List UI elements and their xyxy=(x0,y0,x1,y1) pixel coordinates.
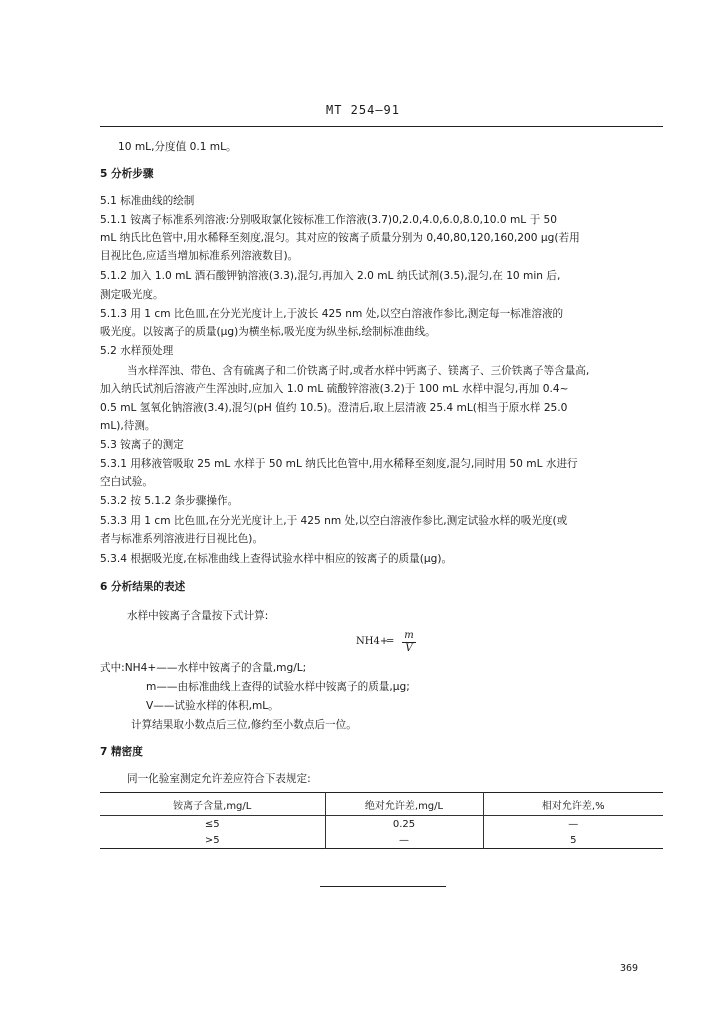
text-line: 5.1.2 加入 1.0 mL 酒石酸钾钠溶液(3.3),混匀,再加入 2.0 mL 纳氏试剂(3.5),混匀,在 10 min 后, xyxy=(100,270,561,282)
table-header-row xyxy=(100,793,663,816)
text-line: 5.3.3 用 1 cm 比色皿,在分光光度计上,于 425 nm 处,以空白溶液作参比,测定试验水样的吸光度(或 xyxy=(100,515,568,527)
text-line: 测定吸光度。 xyxy=(100,289,164,301)
section-heading-6: 6 分析结果的表述 xyxy=(100,581,186,593)
subsection-heading: 5.1 标准曲线的绘制 xyxy=(100,195,195,207)
end-rule xyxy=(320,886,446,887)
text-line: 吸光度。以铵离子的质量(μg)为横坐标,吸光度为纵坐标,绘制标准曲线。 xyxy=(100,326,436,338)
formula xyxy=(356,631,426,655)
table-cell: >5 xyxy=(204,834,220,846)
table-header-cell: 相对允许差,% xyxy=(483,793,663,816)
text-line: 水样中铵离子含量按下式计算: xyxy=(127,610,269,622)
section-heading-7: 7 精密度 xyxy=(100,746,143,758)
text-line: 5.3.1 用移液管吸取 25 mL 水样于 50 mL 纳氏比色管中,用水稀释至刻度,混匀,同时用 50 mL 水进行 xyxy=(100,458,578,470)
table-cell: — xyxy=(325,832,483,849)
table-row xyxy=(100,816,663,833)
text-line: m——由标准曲线上查得的试验水样中铵离子的质量,μg; xyxy=(146,681,410,693)
text-line: mL),待测。 xyxy=(100,420,156,432)
text-line: mL 纳氏比色管中,用水稀释至刻度,混匀。其对应的铵离子质量分别为 0,40,80,120,160,200 μg(若用 xyxy=(100,232,580,244)
precision-table xyxy=(100,792,663,849)
header-rule xyxy=(100,126,663,127)
table-header-cell: 铵离子含量,mg/L xyxy=(100,793,325,816)
table-row xyxy=(100,832,663,849)
text-line: 同一化验室测定允许差应符合下表规定: xyxy=(127,773,311,785)
text-line: V——试验水样的体积,mL。 xyxy=(146,700,279,712)
table-header-cell: 绝对允许差,mg/L xyxy=(325,793,483,816)
subsection-heading: 5.2 水样预处理 xyxy=(100,345,174,357)
table-cell: ≤5 xyxy=(204,818,220,830)
formula-equals: = xyxy=(386,636,395,647)
text-line: 加入纳氏试剂后溶液产生浑浊时,应加入 1.0 mL 硫酸锌溶液(3.2)于 100 mL 水样中混匀,再加 0.4~ xyxy=(100,383,569,395)
subsection-heading: 5.3 铵离子的测定 xyxy=(100,439,184,451)
formula-fraction xyxy=(402,631,416,654)
formula-lhs: NH4+ xyxy=(356,636,389,647)
formula-denominator: V xyxy=(405,643,413,654)
formula-numerator: m xyxy=(404,630,414,641)
text-line: 10 mL,分度值 0.1 mL。 xyxy=(118,141,237,153)
section-heading-5: 5 分析步骤 xyxy=(100,168,154,180)
text-line: 空白试验。 xyxy=(100,476,153,488)
text-line: 5.1.1 铵离子标准系列溶液:分别吸取氯化铵标准工作溶液(3.7)0,2.0,4.0,6.0,8.0,10.0 mL 于 50 xyxy=(100,214,558,226)
text-line: 当水样浑浊、带色、含有硫离子和二价铁离子时,或者水样中钙离子、镁离子、三价铁离子等含量高, xyxy=(127,365,590,377)
standard-number-header: MT 254—91 xyxy=(325,103,401,117)
text-line: 5.3.2 按 5.1.2 条步骤操作。 xyxy=(100,495,239,507)
table-cell: 5 xyxy=(483,832,663,849)
text-line: 者与标准系列溶液进行目视比色)。 xyxy=(100,533,264,545)
table-cell: — xyxy=(483,816,663,833)
page-number: 369 xyxy=(620,963,639,974)
text-line: 计算结果取小数点后三位,修约至小数点后一位。 xyxy=(131,719,357,731)
table-cell: 0.25 xyxy=(325,816,483,833)
text-line: 5.3.4 根据吸光度,在标准曲线上查得试验水样中相应的铵离子的质量(μg)。 xyxy=(100,553,453,565)
text-line: 0.5 mL 氢氧化钠溶液(3.4),混匀(pH 值约 10.5)。澄清后,取上层清液 25.4 mL(相当于原水样 25.0 xyxy=(100,402,568,414)
text-line: 式中:NH4+——水样中铵离子的含量,mg/L; xyxy=(100,662,307,674)
text-line: 目视比色,应适当增加标准系列溶液数目)。 xyxy=(100,250,299,262)
text-line: 5.1.3 用 1 cm 比色皿,在分光光度计上,于波长 425 nm 处,以空白溶液作参比,测定每一标准溶液的 xyxy=(100,308,564,320)
